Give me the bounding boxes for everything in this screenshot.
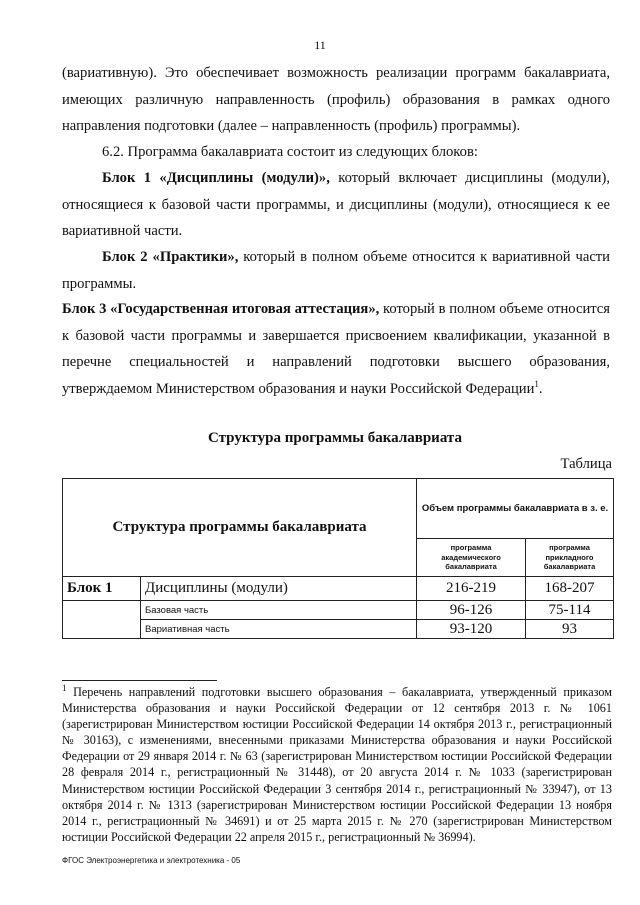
page-footer: ФГОС Электроэнергетика и электротехника - 05	[62, 856, 241, 865]
block-1-text: который включает дисциплины (модули), относящиеся к базовой части программы, и дисциплины (модули), относящиеся к ее вариативной части.	[62, 170, 610, 239]
table-row	[63, 577, 614, 601]
table-label: Таблица	[560, 456, 612, 472]
row-name: Вариативная часть	[141, 620, 417, 639]
row-academic: 93-120	[417, 620, 526, 639]
row-academic: 96-126	[417, 601, 526, 620]
block-3-text: который в полном объеме относится к базовой части программы и завершается присвоением квалификации, указанной в перечне специальностей и направлений подготовки высшего образования, утверждаемом Министерством образования и науки Российской Федерации	[62, 301, 611, 397]
block-2-text: который в полном объеме относится к вариативной части программы.	[62, 249, 610, 292]
row-applied: 75-114	[526, 601, 614, 620]
footnote-divider	[62, 680, 217, 681]
table-row	[63, 620, 614, 639]
paragraph-variative: (вариативную). Это обеспечивает возможность реализации программ бакалавриата, имеющих различную направленность (профиль) образования в рамках одного направления подготовки (далее – направленность (профиль) программы).	[62, 65, 610, 134]
table-title: Структура программы бакалавриата	[208, 430, 462, 446]
paragraph-blocks-intro: 6.2. Программа бакалавриата состоит из следующих блоков:	[102, 144, 478, 160]
header-academic: программа академического бакалавриата	[417, 539, 526, 577]
paragraph-block-2	[62, 244, 610, 297]
row-name: Дисциплины (модули)	[141, 577, 417, 601]
table-row	[63, 601, 614, 620]
paragraph-block-3	[62, 296, 610, 402]
block-2-title: Блок 2 «Практики»,	[102, 249, 239, 265]
header-volume: Объем программы бакалавриата в з. е.	[417, 479, 614, 539]
paragraph-block-1	[62, 165, 610, 245]
header-applied: программа прикладного бакалавриата	[526, 539, 614, 577]
footnote-text: Перечень направлений подготовки высшего образования – бакалавриата, утвержденный приказом Министерства образования и науки Российской Федерации от 12 сентября 2013 г. № 1061 (зарегистрирован Министерством юстиции Российской Федерации 14 октября 2013 г., регистрационный № 30163), с изменениями, внесенными приказами Министерства образования и науки Российской Федерации от 29 января 2014 г. № 63 (зарегистрирован Министерством юстиции Российской Федерации 28 февраля 2014 г., регистрационный № 31448), от 20 августа 2014 г. № 1033 (зарегистрирован Министерством юстиции Российской Федерации 3 сентября 2014 г., регистрационный № 33947), от 13 октября 2014 г. № 1313 (зарегистрирован Министерством юстиции Российской Федерации 13 ноября 2014 г., регистрационный № 34691) и от 25 марта 2015 г. № 270 (зарегистрирован Министерством юстиции Российской Федерации 22 апреля 2015 г., регистрационный № 36994).	[62, 685, 612, 844]
row-block	[63, 601, 141, 639]
header-structure: Структура программы бакалавриата	[63, 479, 417, 577]
footnote-mark: 1	[62, 682, 67, 693]
row-applied: 93	[526, 620, 614, 639]
footnote	[62, 684, 612, 845]
block-3-end: .	[538, 380, 543, 397]
page-number: 11	[314, 38, 326, 52]
footnote-ref: 1	[534, 378, 539, 389]
row-academic: 216-219	[417, 577, 526, 601]
structure-table	[62, 478, 614, 639]
row-name: Базовая часть	[141, 601, 417, 620]
row-applied: 168-207	[526, 577, 614, 601]
block-3-title: Блок 3 «Государственная итоговая аттестация»,	[62, 301, 380, 317]
block-1-title: Блок 1 «Дисциплины (модули)»,	[102, 170, 330, 186]
row-block: Блок 1	[63, 577, 141, 601]
